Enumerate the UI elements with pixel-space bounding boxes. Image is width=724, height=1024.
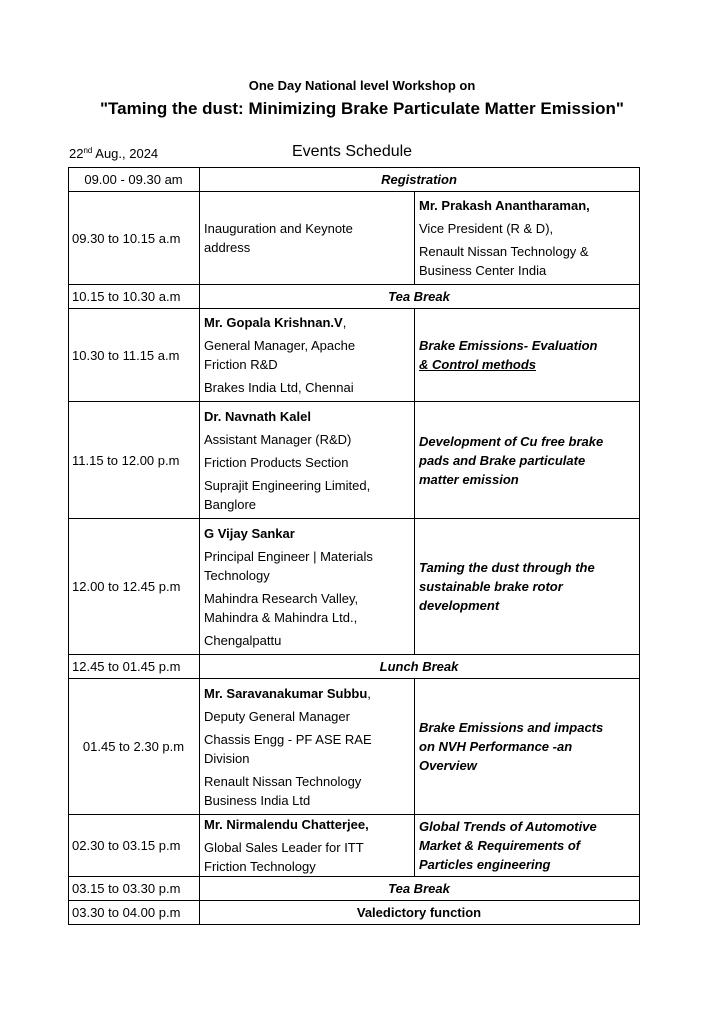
time-cell: 02.30 to 03.15 p.m (69, 815, 200, 877)
table-row-registration (69, 168, 640, 192)
table-row-valedictory (69, 901, 640, 925)
speaker-cell (200, 519, 415, 655)
speaker-name-suffix: , (367, 685, 371, 701)
time-cell: 10.30 to 11.15 a.m (69, 309, 200, 402)
topic-cell (415, 309, 640, 402)
speaker-line: Deputy General Manager (204, 708, 350, 724)
time-cell: 12.45 to 01.45 p.m (69, 655, 200, 679)
speaker-name: Dr. Navnath Kalel (204, 408, 311, 424)
topic-line: Development of Cu free brake (419, 433, 604, 449)
tea-break-label: Tea Break (200, 285, 640, 309)
speaker-line: Assistant Manager (R&D) (204, 431, 352, 447)
speaker-line: Suprajit Engineering Limited, (204, 477, 371, 493)
speaker-line: Chassis Engg - PF ASE RAE (204, 731, 372, 747)
date-rest: Aug., 2024 (92, 146, 159, 161)
topic-cell (415, 815, 640, 877)
session-cell (200, 192, 415, 285)
topic-line: Global Trends of Automotive (419, 819, 597, 834)
time-cell: 12.00 to 12.45 p.m (69, 519, 200, 655)
speaker-name-line (204, 684, 409, 703)
time-cell: 09.00 - 09.30 am (69, 168, 200, 192)
event-date (69, 146, 158, 161)
table-row-talk (69, 519, 640, 655)
speaker-line: Banglore (204, 496, 257, 512)
speaker-line: Renault Nissan Technology & (419, 244, 589, 259)
speaker-name: Mr. Nirmalendu Chatterjee, (204, 817, 369, 832)
valedictory-label: Valedictory function (200, 901, 640, 925)
date-suffix: nd (83, 146, 93, 155)
speaker-line: General Manager, Apache (204, 338, 356, 353)
topic-line: on NVH Performance -an (419, 739, 573, 754)
topic-cell (415, 679, 640, 815)
topic-line: pads and Brake particulate (419, 452, 586, 468)
speaker-name: G Vijay Sankar (204, 525, 295, 541)
topic-cell (415, 519, 640, 655)
speaker-line: Global Sales Leader for ITT (204, 840, 364, 855)
topic-line: & Control methods (419, 357, 536, 372)
speaker-line: Vice President (R & D), (419, 221, 554, 236)
time-cell: 01.45 to 2.30 p.m (69, 679, 200, 815)
speaker-line: Technology (204, 567, 270, 583)
speaker-name: Mr. Gopala Krishnan.V (204, 315, 343, 330)
topic-cell (415, 402, 640, 519)
speaker-line: Mahindra Research Valley, (204, 590, 359, 606)
table-row-talk (69, 402, 640, 519)
time-cell: 09.30 to 10.15 a.m (69, 192, 200, 285)
topic-line: sustainable brake rotor (419, 579, 563, 594)
topic-line: Overview (419, 758, 477, 773)
workshop-subtitle: One Day National level Workshop on (248, 78, 476, 93)
topic-line: Taming the dust through the (419, 560, 595, 575)
speaker-name: Mr. Saravanakumar Subbu (204, 685, 368, 701)
speaker-cell (200, 402, 415, 519)
speaker-line: Brakes India Ltd, Chennai (204, 380, 354, 395)
speaker-name: Mr. Prakash Anantharaman, (419, 198, 590, 213)
time-cell: 03.30 to 04.00 p.m (69, 901, 200, 925)
table-row-keynote (69, 192, 640, 285)
speaker-line: Mahindra & Mahindra Ltd., (204, 609, 358, 625)
speaker-line: Friction Technology (204, 859, 316, 874)
table-row-tea-break (69, 285, 640, 309)
date-day: 22 (69, 146, 84, 161)
topic-line: Market & Requirements of (419, 838, 581, 853)
time-cell: 11.15 to 12.00 p.m (69, 402, 200, 519)
topic-line: development (419, 598, 500, 613)
speaker-line: Division (204, 750, 250, 766)
time-cell: 10.15 to 10.30 a.m (69, 285, 200, 309)
table-row-talk (69, 309, 640, 402)
speaker-cell (415, 192, 640, 285)
speaker-cell (200, 815, 415, 877)
session-line: Inauguration and Keynote (204, 221, 353, 236)
speaker-line: Friction Products Section (204, 454, 349, 470)
speaker-line: Chengalpattu (204, 632, 282, 648)
table-row-tea-break (69, 877, 640, 901)
registration-label: Registration (200, 168, 640, 192)
topic-line: matter emission (419, 471, 519, 487)
lunch-break-label: Lunch Break (200, 655, 640, 679)
speaker-line: Business Center India (419, 263, 547, 278)
schedule-title: Events Schedule (292, 143, 413, 160)
table-row-talk (69, 815, 640, 877)
table-row-lunch-break (69, 655, 640, 679)
topic-line: Brake Emissions- Evaluation (419, 338, 598, 353)
speaker-line: Principal Engineer | Materials (204, 548, 373, 564)
topic-line: Brake Emissions and impacts (419, 720, 604, 735)
workshop-title: "Taming the dust: Minimizing Brake Particulate Matter Emission" (99, 99, 624, 118)
tea-break-label: Tea Break (200, 877, 640, 901)
speaker-line: Business India Ltd (204, 792, 311, 808)
time-cell: 03.15 to 03.30 p.m (69, 877, 200, 901)
speaker-cell (200, 679, 415, 815)
session-line: address (204, 240, 251, 255)
schedule-table (68, 167, 640, 925)
speaker-name-line (204, 313, 409, 332)
speaker-line: Friction R&D (204, 357, 278, 372)
speaker-cell (200, 309, 415, 402)
speaker-name-suffix: , (342, 315, 347, 330)
table-row-talk (69, 679, 640, 815)
speaker-line: Renault Nissan Technology (204, 773, 362, 789)
topic-line: Particles engineering (419, 857, 551, 872)
